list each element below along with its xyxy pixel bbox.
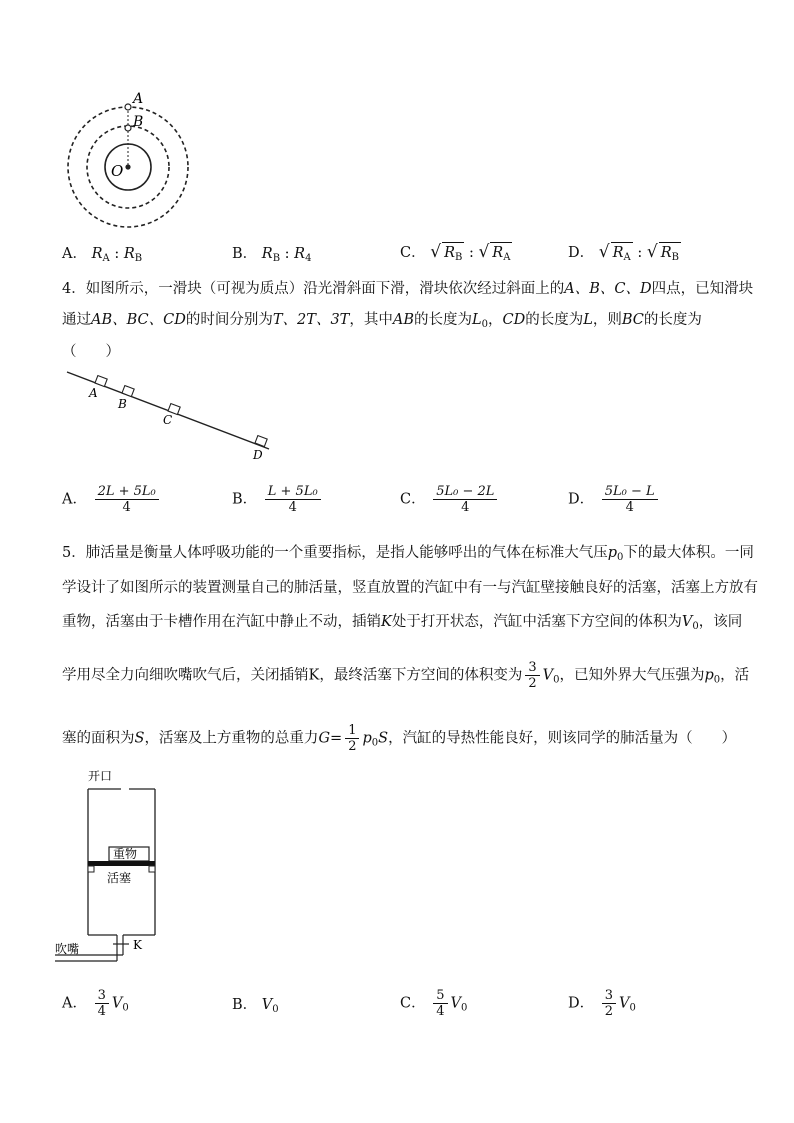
weight-label: 重物 [113, 847, 138, 861]
block-b [122, 386, 134, 397]
label-a: A [89, 386, 98, 400]
orbit-diagram [60, 88, 200, 238]
point-b [125, 125, 131, 131]
q4-option-b[interactable]: B． $\frac{\text{L + 5L₀}}{4}$ [232, 484, 324, 515]
label-b: B [133, 114, 144, 130]
label-o: O [111, 162, 124, 180]
point-a [125, 104, 131, 110]
q5-line-2: 学设计了如图所示的装置测量自己的肺活量，竖直放置的汽缸中有一与汽缸壁接触良好的活塞，活塞上方放有 [62, 580, 758, 596]
q3-option-c[interactable]: C． √ $R_B$ : √ $R_A$ [400, 242, 512, 268]
q4-line-2: 通过AB、BC、CD的时间分别为T、2T、3T，其中AB的长度为$L_0$，CD的长度为L，则BC的长度为 [62, 312, 702, 330]
piston-label: 活塞 [107, 871, 132, 885]
groove-right [149, 866, 155, 872]
piston [88, 861, 155, 866]
opening-label: 开口 [88, 769, 113, 783]
q5-option-b[interactable]: B． $V_0$ [232, 997, 279, 1015]
incline-diagram [62, 362, 277, 467]
q3-option-b[interactable]: B． $R_B$ : $R_4$ [232, 246, 312, 264]
label-c: C [163, 413, 173, 427]
q4-option-c[interactable]: C． $\frac{\text{5L₀ − 2L}}{4}$ [400, 484, 500, 515]
cylinder-diagram [55, 765, 175, 965]
q5-option-a[interactable]: A． $\frac{3}{4}$ $V_0$ [62, 988, 129, 1019]
q4-option-d[interactable]: D． $\frac{\text{5L₀ − L}}{4}$ [568, 484, 661, 515]
label-b: B [118, 397, 127, 411]
q5-line-3: 重物，活塞由于卡槽作用在汽缸中静止不动，插销K处于打开状态，汽缸中活塞下方空间的体积为$V_0$，该同 [62, 614, 743, 632]
groove-left [88, 866, 94, 872]
q5-line-5: 塞的面积为S，活塞及上方重物的总重力G= $\frac{1}{2}$ $p_0S$，汽缸的导热性能良好，则该同学的肺活量为（ ） [62, 723, 737, 754]
q3-option-d[interactable]: D． √ $R_A$ : √ $R_B$ [568, 242, 681, 268]
q4-line-3: （ ） [62, 344, 120, 360]
center-o [125, 164, 130, 169]
q4-line-1: 4．如图所示，一滑块（可视为质点）沿光滑斜面下滑，滑块依次经过斜面上的A、B、C、D四点，已知滑块 [62, 281, 754, 297]
q5-option-c[interactable]: C． $\frac{5}{4}$ $V_0$ [400, 988, 468, 1019]
pin-label: K [133, 938, 142, 952]
label-a: A [133, 91, 144, 107]
q5-option-d[interactable]: D． $\frac{3}{2}$ $V_0$ [568, 988, 636, 1019]
label-d: D [253, 448, 263, 462]
q5-line-1: 5．肺活量是衡量人体呼吸功能的一个重要指标，是指人能够呼出的气体在标准大气压$p_0$下的最大体积。一同 [62, 545, 754, 563]
q5-line-4: 学用尽全力向细吹嘴吹气后，关闭插销K，最终活塞下方空间的体积变为 $\frac{3}{2}$ $V_0$，已知外界大气压强为$p_0$，活 [62, 660, 750, 691]
mouthpiece-label: 吹嘴 [55, 942, 80, 956]
q4-option-a[interactable]: A． $\frac{\text{2L + 5L₀}}{4}$ [62, 484, 162, 515]
block-a [95, 376, 107, 387]
q3-option-a[interactable]: A． $R_A$ : $R_B$ [62, 246, 143, 264]
